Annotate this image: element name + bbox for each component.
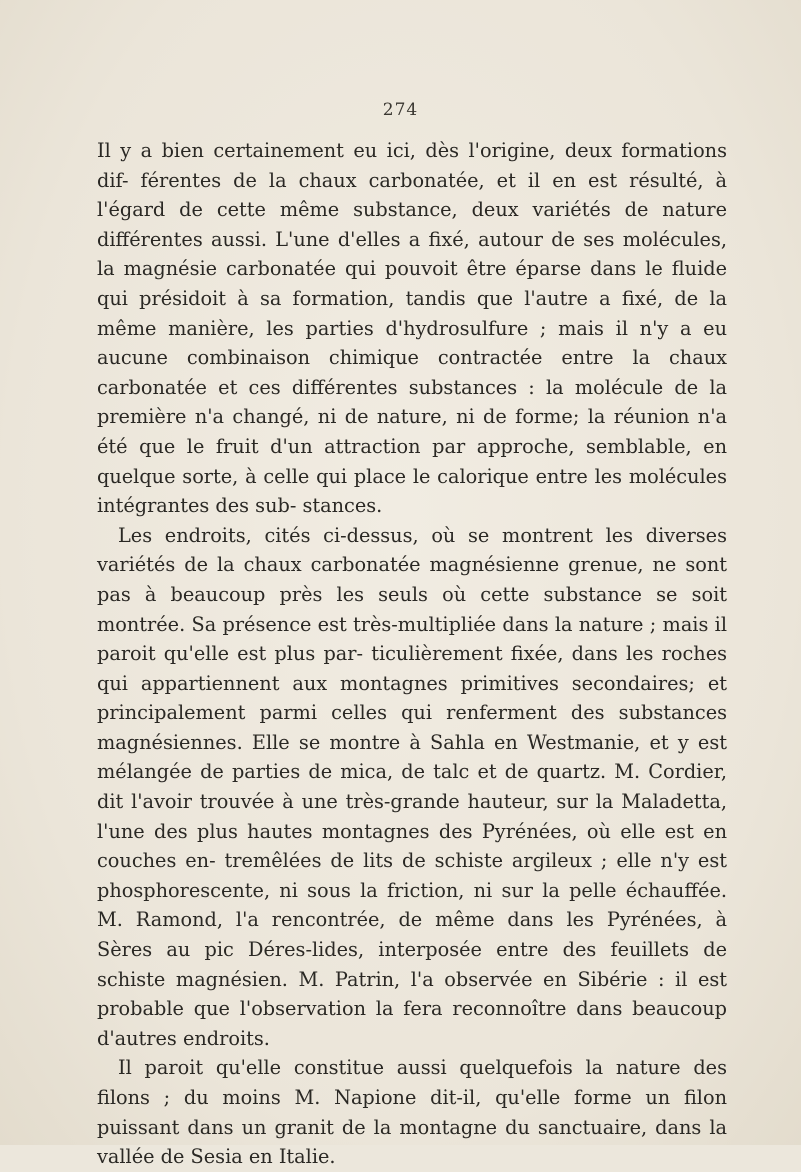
paragraph-3: Il paroit qu'elle constitue aussi quelquefois la nature des filons ; du moins M. Napione dit-il, qu'elle forme un filon puissant dans un granit de la montagne du sanctuaire, dans la vallée de Sesia en Italie. <box>97 1056 727 1169</box>
paragraph-2: Les endroits, cités ci-dessus, où se montrent les diverses variétés de la chaux carbonatée magnésienne grenue, ne sont pas à beaucoup près les seuls où cette substance se soit montrée. Sa présence est très-multipliée dans la nature ; mais il paroit qu'elle est plus par- ticulièrement fixée, dans les roches qui appartiennent aux montagnes primitives secondaires; et principalement parmi celles qui renferment des substances magnésiennes. Elle se montre à Sahla en Westmanie, et y est mélangée de parties de mica, de talc et de quartz. M. Cordier, dit l'avoir trouvée à une très-grande hauteur, sur la Maladetta, l'une des plus hautes montagnes des Pyrénées, où elle est en couches en- tremêlées de lits de schiste argileux ; elle n'y est phosphorescente, ni sous la friction, ni sur la pelle échauffée. M. Ramond, l'a rencontrée, de même dans les Pyrénées, à Sères au pic Déres-lides, interposée entre des feuillets de schiste magnésien. M. Patrin, l'a observée en Sibérie : il est probable que l'observation la fera reconnoître dans beaucoup d'autres endroits. <box>97 523 727 1050</box>
body-text <box>97 136 727 1172</box>
paragraph-1: Il y a bien certainement eu ici, dès l'origine, deux formations dif- férentes de la chaux carbonatée, et il en est résulté, à l'égard de cette même substance, deux variétés de nature différentes aussi. L'une d'elles a fixé, autour de ses molécules, la magnésie carbonatée qui pouvoit être éparse dans le fluide qui présidoit à sa formation, tandis que l'autre a fixé, de la même manière, les parties d'hydrosulfure ; mais il n'y a eu aucune combinaison chimique contractée entre la chaux carbonatée et ces différentes substances : la molécule de la première n'a changé, ni de nature, ni de forme; la réunion n'a été que le fruit d'un attraction par approche, semblable, en quelque sorte, à celle qui place le calorique entre les molécules intégrantes des sub- stances. <box>97 139 727 518</box>
page-number: 274 <box>382 100 419 120</box>
